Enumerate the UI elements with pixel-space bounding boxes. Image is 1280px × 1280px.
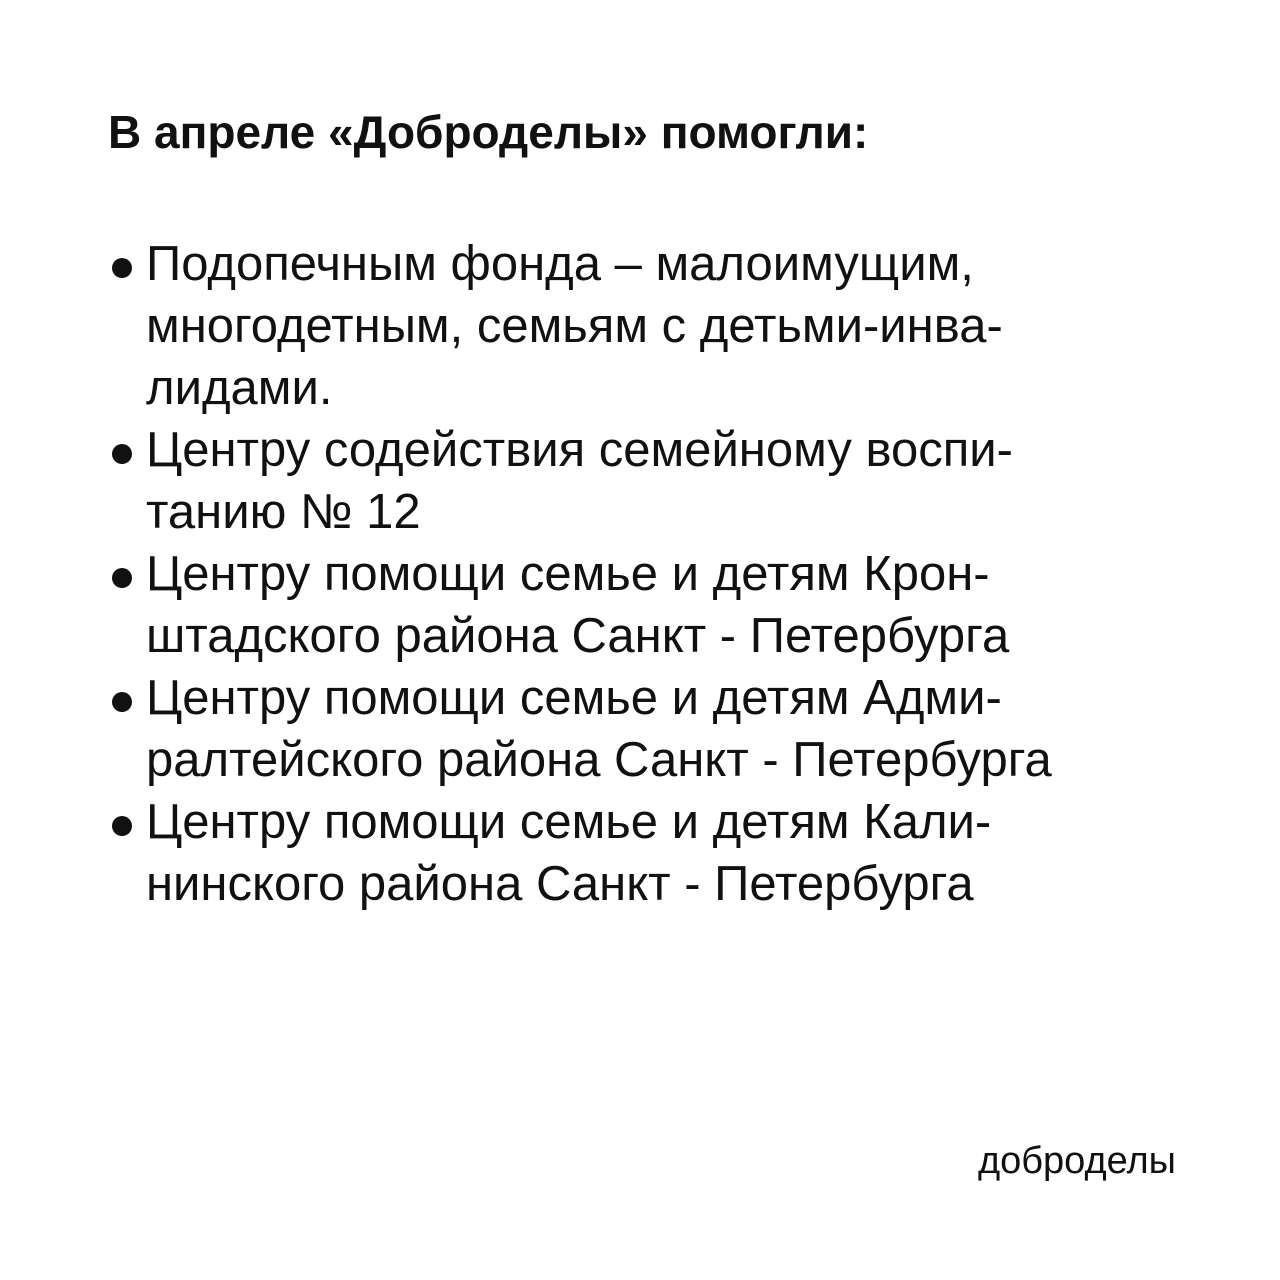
bullet-icon — [112, 692, 132, 712]
list-item-line: Центру содействия семейному воспи- — [146, 423, 1013, 477]
list-item-line: Центру помощи семье и детям Адми- — [146, 671, 1002, 725]
list-item — [108, 791, 1208, 915]
list-item-line: Подопечным фонда – малоимущим, — [146, 237, 974, 291]
list-item-line: Центру помощи семье и детям Крон- — [146, 547, 990, 601]
list-item — [108, 667, 1208, 791]
list-item-line: танию № 12 — [146, 485, 421, 539]
bullet-icon — [112, 258, 132, 278]
list-item-line: лидами. — [146, 361, 333, 415]
list-item-line: Центру помощи семье и детям Кали- — [146, 795, 992, 849]
page-title: В апреле «Доброделы» помогли: — [108, 106, 869, 158]
list-item-line: многодетным, семьям с детьми-инва- — [146, 299, 1003, 353]
bullet-icon — [112, 568, 132, 588]
list-item-line: нинского района Санкт - Петербурга — [146, 857, 974, 911]
bullet-icon — [112, 444, 132, 464]
list-item — [108, 543, 1208, 667]
list-item-line: штадского района Санкт - Петербурга — [146, 609, 1010, 663]
list-item — [108, 419, 1208, 543]
list-item-line: ралтейского района Санкт - Петербурга — [146, 733, 1052, 787]
help-list — [108, 233, 1208, 915]
brand-logo-text: доброделы — [977, 1140, 1176, 1182]
bullet-icon — [112, 816, 132, 836]
list-item — [108, 233, 1208, 419]
